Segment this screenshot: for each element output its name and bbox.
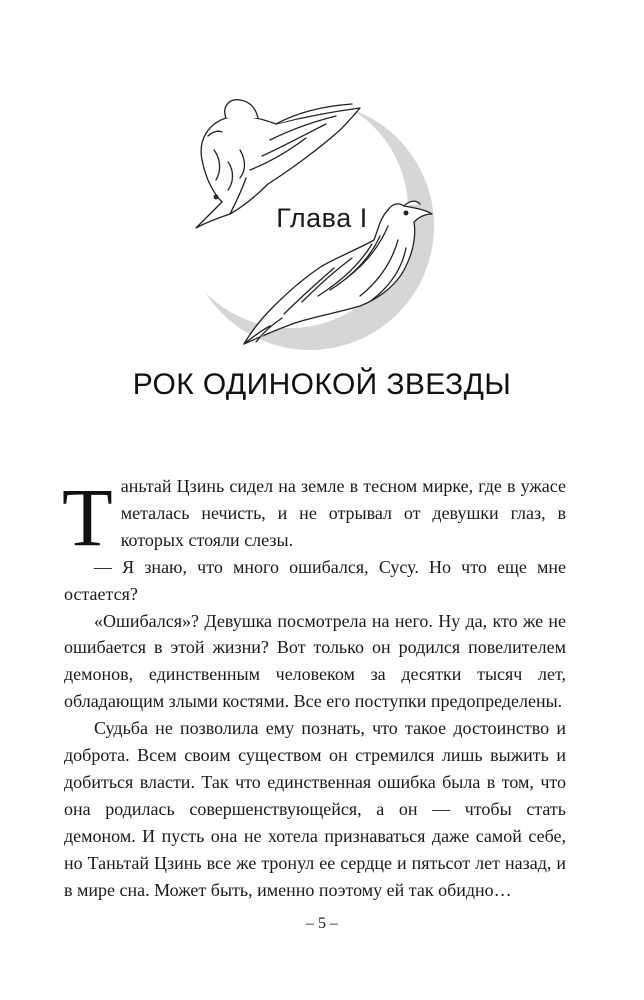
paragraph-text: аньтай Цзинь сидел на земле в тесном мирке, где в ужасе металась нечисть, и не отрывал от девушки глаз, в которых стояли слезы. (120, 476, 566, 550)
drop-cap: Т (62, 471, 113, 563)
paragraph: «Ошибался»? Девушка посмотрела на него. Ну да, кто же не ошибается в этой жизни? Вот только он родился повелителем демонов, единственным человеком за десятки тысяч лет, обладающим злыми костями. Все его поступки предопределены. (64, 610, 566, 712)
chapter-label: Глава I (276, 203, 368, 233)
paragraph: — Я знаю, что много ошибался, Сусу. Но что еще мне остается? (64, 556, 566, 604)
paragraph (62, 471, 566, 563)
page-number: – 5 – (306, 915, 338, 932)
chapter-title: РОК ОДИНОКОЙ ЗВЕЗДЫ (132, 368, 512, 401)
paragraph: Судьба не позволила ему познать, что такое достоинство и доброта. Всем своим существом он стремился лишь выжить и добиться власти. Так что единственная ошибка была в том, что она родилась совершенствующейся, а он — чтобы стать демоном. И пусть она не хотела признаваться даже самой себе, но Таньтай Цзинь все же тронул ее сердце и пятьсот лет назад, и в мире сна. Может быть, именно поэтому ей так обидно… (64, 718, 566, 900)
chapter-illustration (0, 0, 644, 360)
chapter-body (64, 473, 566, 904)
